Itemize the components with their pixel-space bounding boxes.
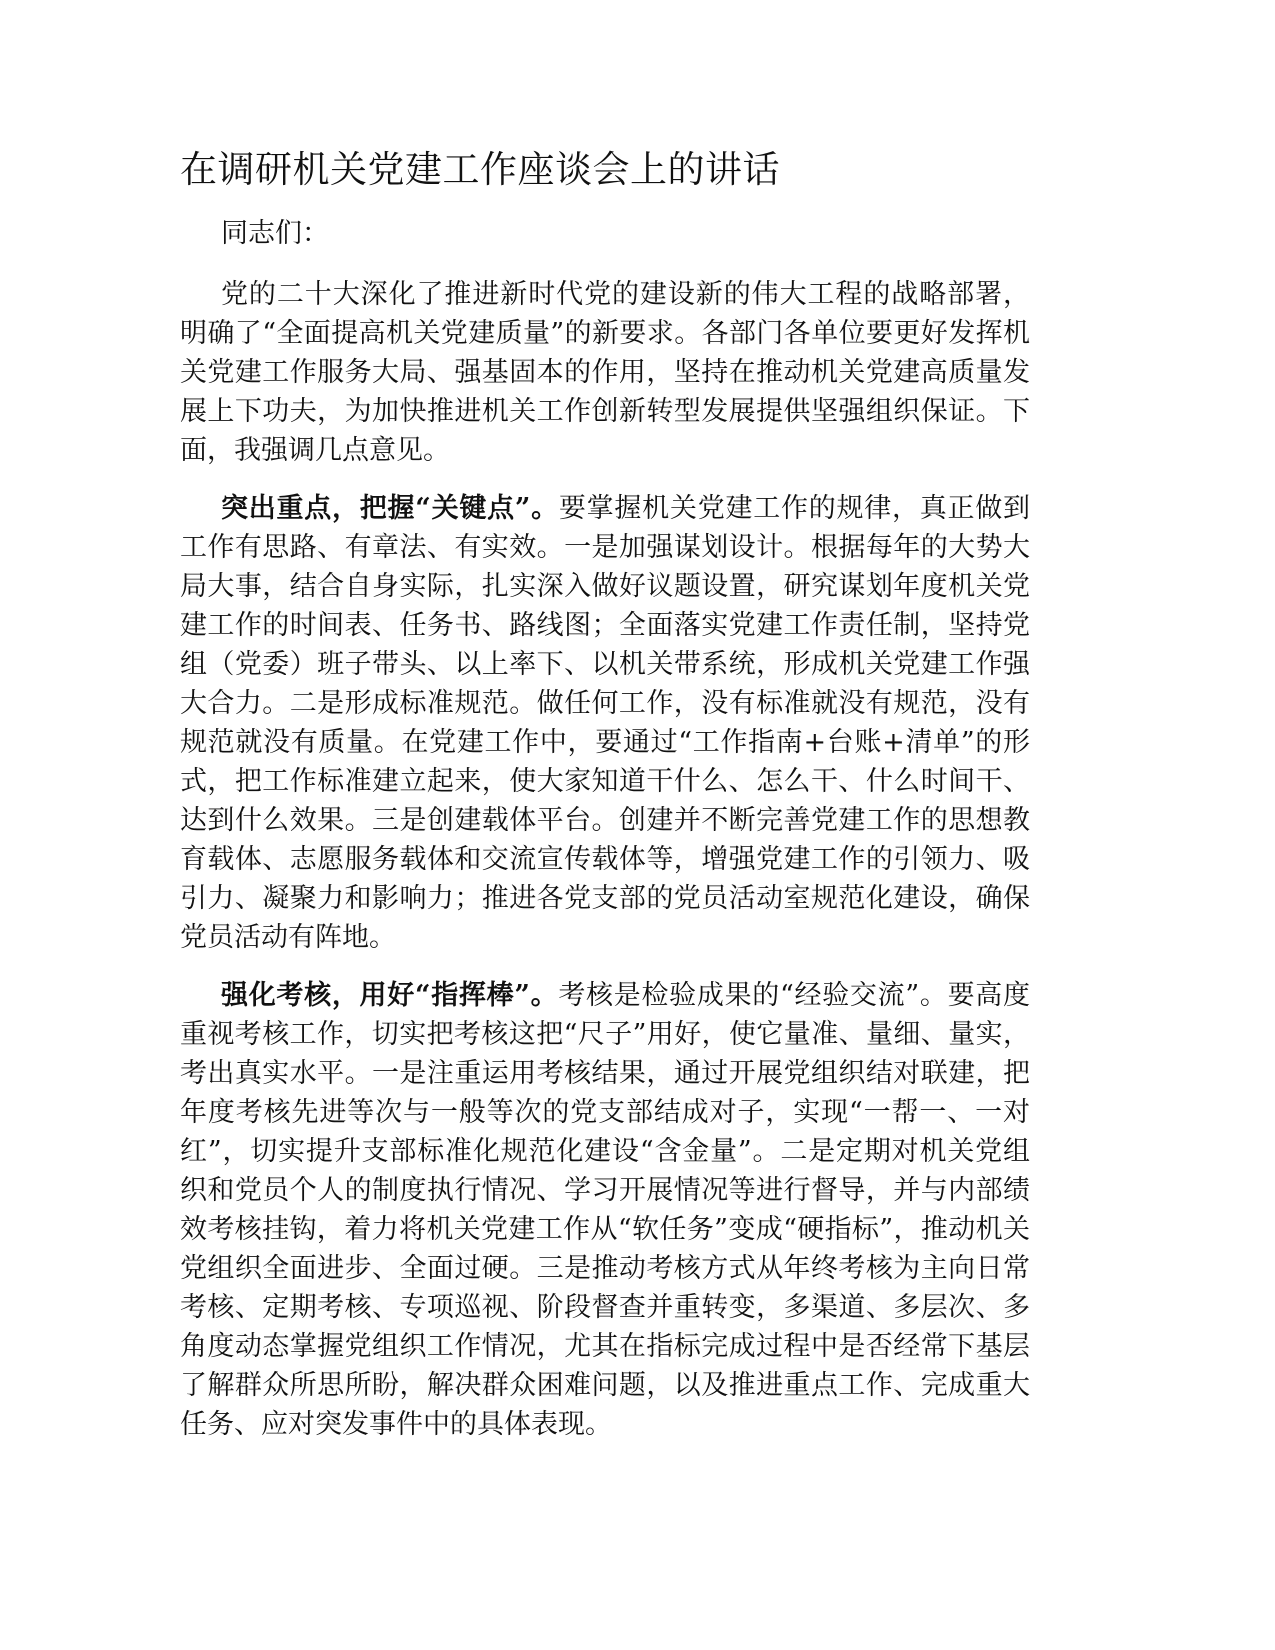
section-heading-1: 突出重点，把握“关键点”。 <box>221 493 559 524</box>
section-paragraph-1 <box>180 489 1030 957</box>
intro-paragraph: 党的二十大深化了推进新时代党的建设新的伟大工程的战略部署，明确了“全面提高机关党建质量”的新要求。各部门各单位要更好发挥机关党建工作服务大局、强基固本的作用，坚持在推动机关党建高质量发展上下功夫，为加快推进机关工作创新转型发展提供坚强组织保证。下面，我强调几点意见。 <box>180 279 1030 466</box>
document-page <box>180 140 1030 1463</box>
section-paragraph-2 <box>180 976 1030 1444</box>
section-body-2: 考核是检验成果的“经验交流”。要高度重视考核工作，切实把考核这把“尺子”用好，使它量准、量细、量实，考出真实水平。一是注重运用考核结果，通过开展党组织结对联建，把年度考核先进等次与一般等次的党支部结成对子，实现“一帮一、一对红”，切实提升支部标准化规范化建设“含金量”。二是定期对机关党组织和党员个人的制度执行情况、学习开展情况等进行督导，并与内部绩效考核挂钩，着力将机关党建工作从“软任务”变成“硬指标”，推动机关党组织全面进步、全面过硬。三是推动考核方式从年终考核为主向日常考核、定期考核、专项巡视、阶段督查并重转变，多渠道、多层次、多角度动态掌握党组织工作情况，尤其在指标完成过程中是否经常下基层了解群众所思所盼，解决群众困难问题，以及推进重点工作、完成重大任务、应对突发事件中的具体表现。 <box>180 980 1031 1440</box>
section-body-1: 要掌握机关党建工作的规律，真正做到工作有思路、有章法、有实效。一是加强谋划设计。根据每年的大势大局大事，结合自身实际，扎实深入做好议题设置，研究谋划年度机关党建工作的时间表、任务书、路线图；全面落实党建工作责任制，坚持党组（党委）班子带头、以上率下、以机关带系统，形成机关党建工作强大合力。二是形成标准规范。做任何工作，没有标准就没有规范，没有规范就没有质量。在党建工作中，要通过“工作指南+台账+清单”的形式，把工作标准建立起来，使大家知道干什么、怎么干、什么时间干、达到什么效果。三是创建载体平台。创建并不断完善党建工作的思想教育载体、志愿服务载体和交流宣传载体等，增强党建工作的引领力、吸引力、凝聚力和影响力；推进各党支部的党员活动室规范化建设，确保党员活动有阵地。 <box>180 493 1031 953</box>
salutation: 同志们： <box>221 218 329 249</box>
document-title: 在调研机关党建工作座谈会上的讲话 <box>180 148 780 191</box>
section-heading-2: 强化考核，用好“指挥棒”。 <box>221 980 559 1011</box>
